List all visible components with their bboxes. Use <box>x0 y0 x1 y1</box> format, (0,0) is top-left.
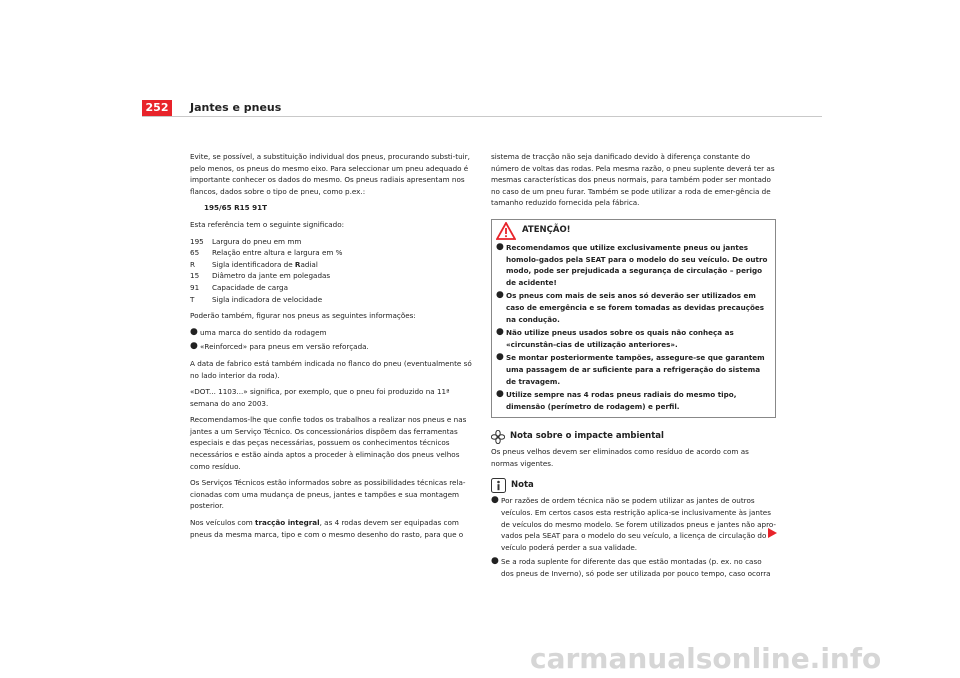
bullet-icon: ● <box>496 241 504 252</box>
awd-paragraph: Nos veículos com tracção integral, as 4 rodas devem ser equipadas com pneus da mesma marca, tipo e com o mesmo desenho do rasto, para que o <box>190 518 464 539</box>
tire-code-table <box>190 236 473 306</box>
list-item: ● uma marca do sentido da rodagem <box>190 326 327 337</box>
right-column <box>491 151 776 583</box>
technical-paragraph: Os Serviços Técnicos estão informados sobre as possibilidades técnicas rela-cionadas com uma mudança de pneus, jantes e tampões e sua montagem posterior. <box>190 478 466 511</box>
warning-item: ● Se montar posteriormente tampões, assegure-se que garantem uma passagem de ar suficiente para a refrigeração do sistema de travagem. <box>496 352 765 386</box>
warning-item: ● Os pneus com mais de seis anos só deverão ser utilizados em caso de emergência e se forem tomadas as devidas precauções na condução. <box>496 290 765 324</box>
warning-item: ● Utilize sempre nas 4 rodas pneus radiais do mesmo tipo, dimensão (perímetro de rodagem) e perfil. <box>496 389 737 411</box>
page-number: 252 <box>142 100 172 116</box>
header-divider <box>142 116 822 117</box>
warning-triangle-icon <box>496 222 516 240</box>
table-row: 91 Capacidade de carga <box>190 282 288 292</box>
warning-item: ● Recomendamos que utilize exclusivamente pneus ou jantes homolo-gados pela SEAT para o modelo do seu veículo. De outro modo, pode ser prejudicada a segurança de circulação – perigo de acidente! <box>496 241 768 287</box>
warning-header <box>496 222 771 240</box>
note-title: Nota <box>511 480 534 491</box>
warning-item: ● Não utilize pneus usados sobre os quais não conheça as «circunstân-cias de utilização anteriores». <box>496 327 734 349</box>
note-icon <box>491 478 506 493</box>
note-item: ● Se a roda suplente for diferente das que estão montadas (p. ex. no caso dos pneus de Inverno), só pode ser utilizada por pouco tempo, caso ocorra <box>491 556 771 579</box>
note-item: ● Por razões de ordem técnica não se podem utilizar as jantes de outros veículos. Em certos casos esta restrição aplica-se inclusivamente às jantes de veículos do mesmo modelo. Se forem utilizados pneus e jantes não apro-vados pela SEAT para o modelo do seu veículo, a licença de circulação do veículo poderá perder a sua validade. <box>491 495 777 552</box>
table-row: R Sigla identificadora de Radial <box>190 259 318 269</box>
flower-icon <box>491 430 505 444</box>
dot-paragraph: «DOT... 1103...» significa, por exemplo, que o pneu foi produzido na 11ª semana do ano 2003. <box>190 387 450 408</box>
bullet-icon: ● <box>496 352 504 363</box>
env-header <box>491 430 776 444</box>
bullet-icon: ● <box>496 389 504 400</box>
bullet-icon: ● <box>190 341 198 352</box>
table-row: 15 Diâmetro da jante em polegadas <box>190 271 331 281</box>
bullet-icon: ● <box>491 495 499 506</box>
page-title: Jantes e pneus <box>190 101 282 114</box>
warning-box <box>491 219 776 418</box>
info-intro: Poderão também, figurar nos pneus as seguintes informações: <box>190 311 416 321</box>
service-paragraph: Recomendamos-lhe que confie todos os trabalhos a realizar nos pneus e nas jantes a um Serviço Técnico. Os concessionários dispõem das ferramentas especiais e das peças necessárias, possuem os conhecimentos técnicos necessários e estão ainda aptos a proceder à eliminação dos pneus velhos como resíduo. <box>190 415 467 471</box>
bullet-icon: ● <box>496 290 504 301</box>
watermark: carmanualsonline.info <box>530 642 882 675</box>
table-row: 65 Relação entre altura e largura em % <box>190 248 343 258</box>
continuation-paragraph: sistema de tracção não seja danificado devido à diferença constante do número de voltas das rodas. Pela mesma razão, o pneu suplente deverá ter as mesmas características dos pneus normais, para também poder ser montado no caso de um pneu furar. Também se pode utilizar a roda de emer-gência de tamanho reduzido fornecida pela fábrica. <box>491 152 775 208</box>
bullet-icon: ● <box>190 326 198 337</box>
bullet-icon: ● <box>496 327 504 338</box>
left-column <box>190 151 473 545</box>
intro-paragraph: Evite, se possível, a substituição individual dos pneus, procurando substi-tuir, pelo menos, os pneus do mesmo eixo. Para seleccionar um pneu adequado é importante conhecer os dados do mesmo. Os pneus radiais apresentam nos flancos, dados sobre o tipo de pneu, como p.ex.: <box>190 152 470 196</box>
note-header <box>491 478 776 493</box>
list-item: ● «Reinforced» para pneus em versão reforçada. <box>190 341 369 352</box>
table-row: T Sigla indicadora de velocidade <box>190 294 323 304</box>
warning-title: ATENÇÃO! <box>522 225 571 236</box>
env-title: Nota sobre o impacte ambiental <box>510 431 664 442</box>
env-text: Os pneus velhos devem ser eliminados como resíduo de acordo com as normas vigentes. <box>491 447 749 468</box>
bullet-icon: ● <box>491 556 499 567</box>
date-paragraph: A data de fabrico está também indicada no flanco do pneu (eventualmente só no lado interior da roda). <box>190 358 472 380</box>
table-row: 195 Largura do pneu em mm <box>190 236 302 246</box>
meaning-intro: Esta referência tem o seguinte significado: <box>190 219 345 229</box>
tire-code: 195/65 R15 91T <box>204 203 268 213</box>
continue-arrow-icon <box>768 528 777 538</box>
